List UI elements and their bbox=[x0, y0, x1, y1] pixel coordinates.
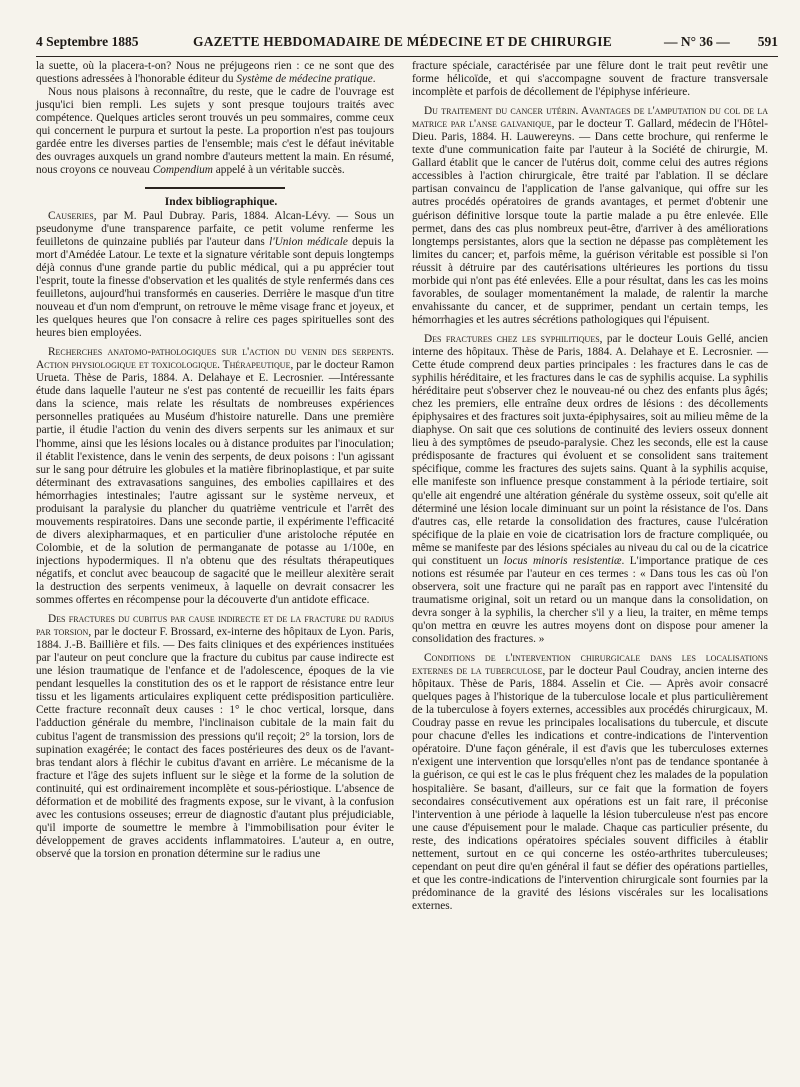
issue-date: 4 Septembre 1885 bbox=[36, 34, 139, 49]
page-number: 591 bbox=[757, 34, 778, 49]
intro-paragraph-2: Nous nous plaisons à reconnaître, du reste, que le cadre de l'ouvrage est jusqu'ici bien rempli. Les sujets y sont presque toujours traités avec compétence. Quelques articles seront trouvés un peu sommaires, comme ceux qui concernent le purpura et surtout la peste. La proportion n'est pas toujours gardée entre les diverses parties de l'ensemble; mais c'est le défaut inévitable des ouvrages auxquels un grand nombre d'auteurs mettent la main. En résumé, nous croyons ce nouveau Compendium appelé à un véritable succès. bbox=[36, 86, 394, 177]
review-tuberculose: Conditions de l'intervention chirurgicale dans les localisations externes de la tuberculose, par le docteur Paul Coudray, ancien interne des hôpitaux. Thèse de Paris, 1884. Asselin et Cie. — Après avoir consacré quelques pages à l'historique de la tuberculose locale et plus particulièrement de la tuberculose à foyers externes, accessibles aux procédés chirurgicaux, M. Coudray passe en revue les principales localisations du tubercule, et discute pour chacune d'elles les indications et contre-indications de l'intervention opératoire. D'une façon générale, il est d'avis que les tuberculoses externes n'exigent une intervention que lorsqu'elles n'ont pas de tendance spontanée à la guérison, ce qui est le cas le plus fréquent chez les malades de la population hospitalière. Se basant, d'ailleurs, sur ce fait que la formation de foyers secondaires consécutivement aux opérations est un fait rare, il préconise l'intervention à une période à laquelle la lésion tuberculeuse n'est pas encore une cause d'épuisement pour le malade. Chaque cas particulier présente, du reste, des indications opératoires spéciales souvent difficiles à établir nettement, surtout en ce qui concerne les ostéo-arthrites tuberculeuses; cependant on peut dire qu'en général il faut se défier des opérations partielles, et que les contre-indications de l'intervention chirurgicale sont fournies par la prédominance de la gravité des lésions viscérales sur les localisations externes. bbox=[412, 652, 768, 912]
left-column bbox=[36, 60, 394, 861]
review-heading: Des fractures chez les syphilitiques bbox=[424, 332, 600, 345]
review-causeries: Causeries, par M. Paul Dubray. Paris, 1884. Alcan-Lévy. — Sous un pseudonyme d'une transparence parfaite, ce petit volume renferme les feuilletons de quinzaine publiés par l'auteur dans l'Union médicale depuis la mort d'Amédée Latour. Le texte et la signature véritable sont depuis longtemps déjà connus d'une grande partie du public médical, qui a pu apprécier tout l'esprit, toute la finesse d'observation et les qualités de style renfermés dans ces feuilletons, aujourd'hui transformés en causeries. Derrière le masque d'un titre nouveau et d'un nom d'emprunt, on retrouve le même visage franc et joyeux, et les quelques heures que l'on consacre à relire ces pages spirituelles sont des heures bien employées. bbox=[36, 209, 394, 340]
index-title: Index bibliographique. bbox=[164, 196, 278, 209]
review-heading: Du traitement du cancer utérin. Avantages de l'amputation du col de la matrice par l'anse galvanique bbox=[412, 105, 768, 131]
review-heading: Recherches anatomo-pathologiques sur l'action du venin des serpents. Action physiologique et toxicologique. Thérapeutique bbox=[36, 346, 394, 372]
continuation-paragraph: fracture spéciale, caractérisée par une fêlure dont le trait peut revêtir une forme hélicoïde, et qui s'accompagne souvent de fracture transversale incomplète et parfois de décollement de l'épiphyse inférieure. bbox=[412, 60, 768, 99]
header-rule bbox=[36, 56, 778, 57]
page-header bbox=[36, 32, 778, 56]
review-heading: Causeries bbox=[48, 209, 94, 222]
review-venin: Recherches anatomo-pathologiques sur l'action du venin des serpents. Action physiologique et toxicologique. Thérapeutique, par le docteur Ramon Urueta. Thèse de Paris, 1884. A. Delahaye et E. Lecrosnier. —Intéressante étude dans laquelle l'auteur ne s'est pas contenté de recueillir les faits épars dans la science, mais relate les résultats de nombreuses expériences personnelles pratiquées au Muséum d'histoire naturelle. Dans une première partie, il étudie l'action du venin des divers serpents sur les animaux et sur l'homme, ainsi que les lésions locales ou à distance produites par l'inoculation; il établit l'existence, dans le venin des serpents, de deux poisons : l'un agissant sur le sang pour détruire les globules et la matière fibrinoplastique, et par suite déterminant des extravasations sanguines, des embolies capillaires et des hémorrhagies intestinales; l'autre agissant sur le système nerveux, et produisant la paralysie du plancher du quatrième ventricule et l'arrêt des mouvements respiratoires. Dans une seconde partie, il expérimente l'efficacité de divers alexipharmaques, et en particulier d'une aristoloche réputée en Colombie, et de la solution de permanganate de potasse au 1/100e, en injections hypodermiques. Il n'a obtenu que des résultats thérapeutiques négatifs, et conclut avec beaucoup de sagacité que le meilleur alexitère serait la destruction des serpents venimeux, à laquelle on devrait consacrer les sommes offertes en récompense pour la découverte d'un antidote efficace. bbox=[36, 346, 394, 607]
journal-title: GAZETTE HEBDOMADAIRE DE MÉDECINE ET DE CHIRURGIE bbox=[193, 34, 612, 49]
right-column bbox=[412, 60, 768, 913]
review-cubitus: Des fractures du cubitus par cause indirecte et de la fracture du radius par torsion, par le docteur F. Brossard, ex-interne des hôpitaux de Lyon. Paris, 1884. J.-B. Baillière et fils. — Des faits cliniques et des expériences instituées par l'auteur on peut conclure que la fracture du cubitus par cause indirecte est une lésion traumatique de l'enfance et de l'adolescence, époques de la vie pendant lesquelles la constitution des os et le rapport de résistance entre leur tissu et les ligaments articulaires expliquent cette prédisposition particulière. Cette fracture reconnaît deux causes : 1° le choc vertical, lorsque, dans l'adduction générale du membre, l'inclinaison cubitale de la main fait du cubitus l'agent de transmission des pressions qu'il reçoit; 2° la torsion, lors de supination exagérée; le contact des faces postérieures des deux os de l'avant-bras tendant alors à fléchir le cubitus d'avant en arrière. Le mécanisme de la fracture et l'âge des sujets influent sur le siège et la forme de la solution de continuité, qui est ordinairement incomplète et sous-périostique. L'absence de déformation et de mobilité des fragments expose, sur le vivant, à la confusion avec les contusions osseuses; erreur de diagnostic d'autant plus préjudiciable, qu'il importe de soumettre le membre à l'immobilisation pour éviter le développement de graves accidents inflammatoires. L'auteur a, en outre, observé que la torsion en pronation détermine sur le radius une bbox=[36, 613, 394, 860]
review-syphilitiques: Des fractures chez les syphilitiques, par le docteur Louis Gellé, ancien interne des hôpitaux. Thèse de Paris, 1884. A. Delahaye et E. Lecrosnier. — Cette étude comprend deux parties principales : les fractures dans le cas de syphilis héréditaire, et les fractures dans le cas de syphilis acquise. La syphilis héréditaire peut s'observer chez le nouveau-né ou chez des enfants plus âgés; chez les premiers, elle entraîne deux ordres de lésions : des décollements épiphysaires et des fractures soit juxta-épiphysaires, soit au milieu même de la diaphyse. On sait que ces solutions de continuité des leviers osseux donnent lieu à des symptômes de pseudo-paralysie. Chez les seconds, elle est la cause prédisposante de fractures qui évoluent et se consolident sans traitement spécifique, comme les fractures des sujets sains. Quant à la syphilis acquise, elle manifeste son influence presque constamment à la période tertiaire, soit qu'elle ait engendré une altération générale du système osseux, soit qu'elle ait déterminé une lésion locale diminuant sur un point la résistance de l'os. Dans d'autres cas, elle retarde la consolidation des fractures, cause l'ulcération spécifique de la plaie en voie de cicatrisation lors de fracture compliquée, ou même se manifeste par des lésions spéciales au niveau du cal ou de la cicatrice qui constituent un locus minoris resistentiæ. L'importance pratique de ces notions est résumée par l'auteur en ces termes : « Dans tous les cas où l'on observera, soit une fracture qui ne paraît pas en rapport avec l'intensité du traumatisme original, soit un retard ou un manque dans la consolidation, on devra songer à la syphilis, la chercher s'il y a lieu, la traiter, en même temps qu'on mettra en œuvre les autres moyens dont on dispose pour amener la consolidation des fractures. » bbox=[412, 332, 768, 646]
section-divider bbox=[145, 187, 285, 189]
intro-paragraph-1: la suette, où la placera-t-on? Nous ne préjugeons rien : ce ne sont que des questions adressées à l'honorable éditeur du Système de médecine pratique. bbox=[36, 60, 394, 86]
review-heading: Conditions de l'intervention chirurgicale dans les localisations externes de la tuberculose bbox=[412, 652, 768, 678]
review-heading: Des fractures du cubitus par cause indirecte et de la fracture du radius par torsion bbox=[36, 613, 394, 639]
review-cancer: Du traitement du cancer utérin. Avantages de l'amputation du col de la matrice par l'anse galvanique, par le docteur T. Gallard, médecin de l'Hôtel-Dieu. Paris, 1884. H. Lauwereyns. — Dans cette brochure, qui renferme le texte d'une communication faite par l'auteur à la Société de chirurgie, M. Gallard établit que le cancer de l'utérus doit, comme celui des autres régions accessibles à l'action chirurgicale, être traité par l'ablation. Il se déclare partisan convaincu de l'application de l'anse galvanique, qui offre sur les autres procédés opératoires de grands avantages, et permet d'obtenir une guérison définitive lorsque toute la partie malade a pu être enlevée. Elle permet, dans des cas plus nombreux peut-être, d'arriver à des améliorations longtemps persistantes, alors que la section ne dépasse pas complètement les limites du cancer; et, parfois même, la guérison véritable est possible si l'on réussit à détruire par des cautérisations ultérieures les portions du tissu morbide qui n'ont pas été enlevées. Elle a pour résultat, dans les cas les moins favorables, de soulager momentanément la malade, de ralentir la marche envahissante du cancer, et de supprimer, pendant un certain temps, les hémorrhagies et les autres sécrétions pathologiques qui l'épuisent. bbox=[412, 105, 769, 326]
issue-number: — N° 36 — bbox=[664, 34, 730, 49]
